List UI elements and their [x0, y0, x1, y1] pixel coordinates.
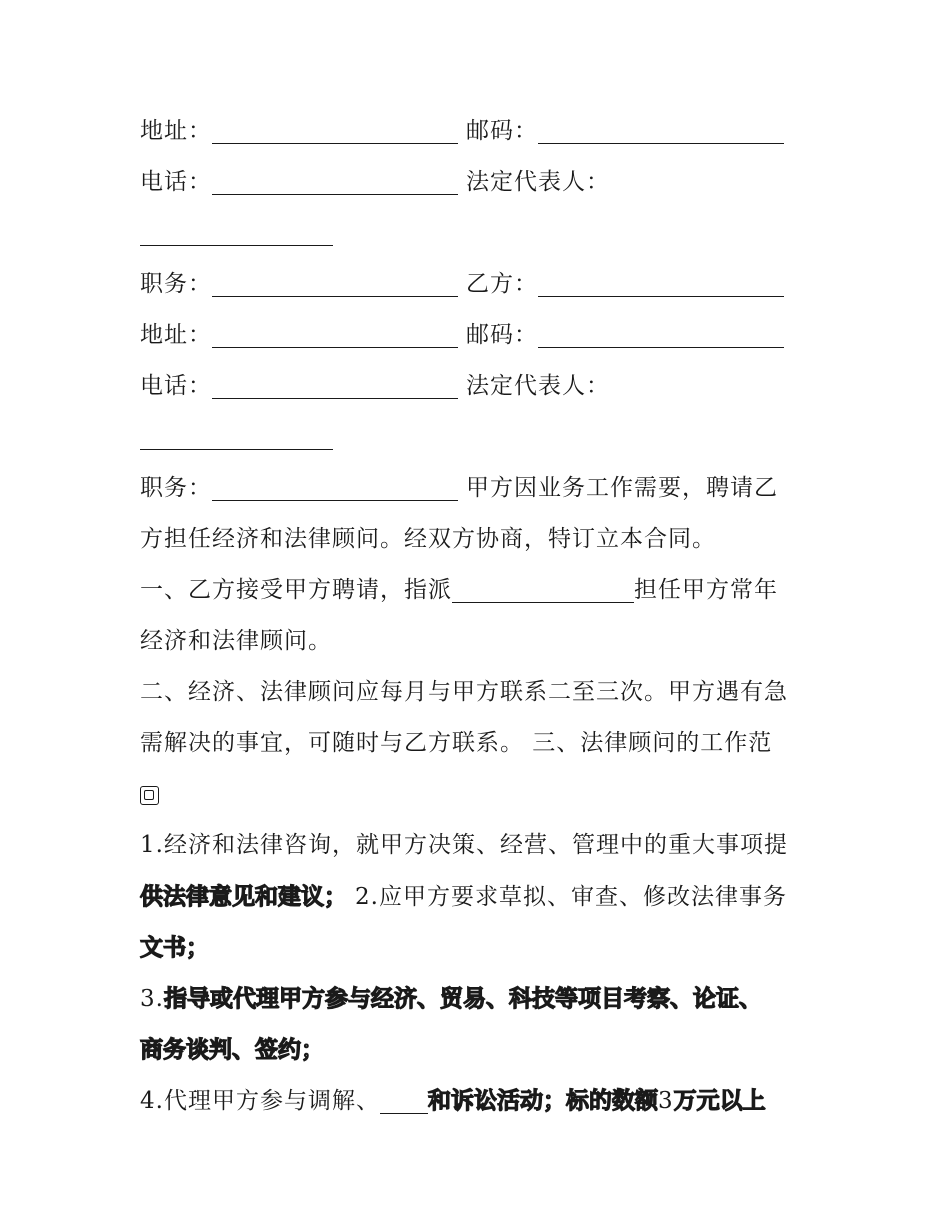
- legal-rep-label: 法定代表人：: [466, 373, 610, 399]
- party-a-legal-rep-line: [140, 208, 820, 259]
- item-2-text: 2.应甲方要求草拟、审查、修改法律事务: [355, 884, 787, 910]
- item-1-text: 1.经济和法律咨询，就甲方决策、经营、管理中的重大事项提: [140, 832, 788, 858]
- clause-1-text: 一、乙方接受甲方聘请，指派: [140, 577, 452, 603]
- clause-1-cont-line: [140, 616, 820, 667]
- position-label: 职务：: [140, 271, 212, 297]
- party-b-position-line: [140, 463, 820, 514]
- legal-rep-blank[interactable]: [140, 425, 333, 450]
- phone-blank[interactable]: [212, 374, 458, 399]
- party-a-phone-line: [140, 157, 820, 208]
- position-blank[interactable]: [212, 272, 458, 297]
- scope-glyph-icon: [140, 786, 159, 805]
- party-b-address-line: [140, 310, 820, 361]
- item-4-text-b: 和诉讼活动；标的数额: [427, 1087, 658, 1114]
- party-b-blank[interactable]: [538, 272, 784, 297]
- clause-2-line: [140, 667, 820, 718]
- item-4-line: [140, 1075, 820, 1126]
- contract-page: [140, 106, 820, 1126]
- party-a-address-line: [140, 106, 820, 157]
- postcode-blank[interactable]: [538, 119, 784, 144]
- clause-2-text-cont: 需解决的事宜，可随时与乙方联系。 三、法律顾问的工作范: [140, 730, 773, 756]
- phone-label: 电话：: [140, 373, 212, 399]
- clause-1-line: [140, 565, 820, 616]
- postcode-label: 邮码：: [466, 322, 538, 348]
- address-blank[interactable]: [212, 119, 458, 144]
- appointee-blank[interactable]: [452, 578, 634, 603]
- item-4-text: 4.代理甲方参与调解、: [140, 1088, 380, 1114]
- item-3-text: 指导或代理甲方参与经济、贸易、科技等项目考察、论证、: [163, 985, 762, 1012]
- preamble-line: [140, 514, 820, 565]
- clause-1-text-after: 担任甲方常年: [634, 577, 778, 603]
- item-1-text-cont: 供法律意见和建议；: [140, 883, 347, 910]
- position-label: 职务：: [140, 475, 212, 501]
- postcode-blank[interactable]: [538, 323, 784, 348]
- legal-rep-blank[interactable]: [140, 221, 333, 246]
- phone-label: 电话：: [140, 169, 212, 195]
- position-blank[interactable]: [212, 476, 458, 501]
- legal-rep-label: 法定代表人：: [466, 169, 610, 195]
- clause-2-text: 二、经济、法律顾问应每月与甲方联系二至三次。甲方遇有急: [140, 679, 788, 705]
- item-4-amount: 3: [657, 1088, 674, 1114]
- item-3-cont-line: [140, 1024, 820, 1075]
- clause-1-text-cont: 经济和法律顾问。: [140, 628, 332, 654]
- preamble-text: 甲方因业务工作需要，聘请乙: [466, 475, 778, 501]
- item-4-text-d: 万元以上: [673, 1087, 766, 1114]
- mediation-blank[interactable]: [380, 1089, 428, 1114]
- clause-3-scope-line: [140, 769, 820, 820]
- phone-blank[interactable]: [212, 170, 458, 195]
- item-3-text-cont: 商务谈判、签约；: [140, 1036, 324, 1063]
- party-b-legal-rep-line: [140, 412, 820, 463]
- party-a-position-line: [140, 259, 820, 310]
- preamble-text-cont: 方担任经济和法律顾问。经双方协商，特订立本合同。: [140, 526, 716, 552]
- clause-2-cont-line: [140, 718, 820, 769]
- address-label: 地址：: [140, 322, 212, 348]
- address-blank[interactable]: [212, 323, 458, 348]
- item-3-number: 3.: [140, 986, 164, 1012]
- party-b-label: 乙方：: [466, 271, 538, 297]
- item-2-text-cont: 文书；: [140, 934, 209, 961]
- party-b-phone-line: [140, 361, 820, 412]
- item-1-cont-line: [140, 871, 820, 922]
- address-label: 地址：: [140, 118, 212, 144]
- item-3-line: [140, 973, 820, 1024]
- item-2-cont-line: [140, 922, 820, 973]
- postcode-label: 邮码：: [466, 118, 538, 144]
- item-1-line: [140, 820, 820, 871]
